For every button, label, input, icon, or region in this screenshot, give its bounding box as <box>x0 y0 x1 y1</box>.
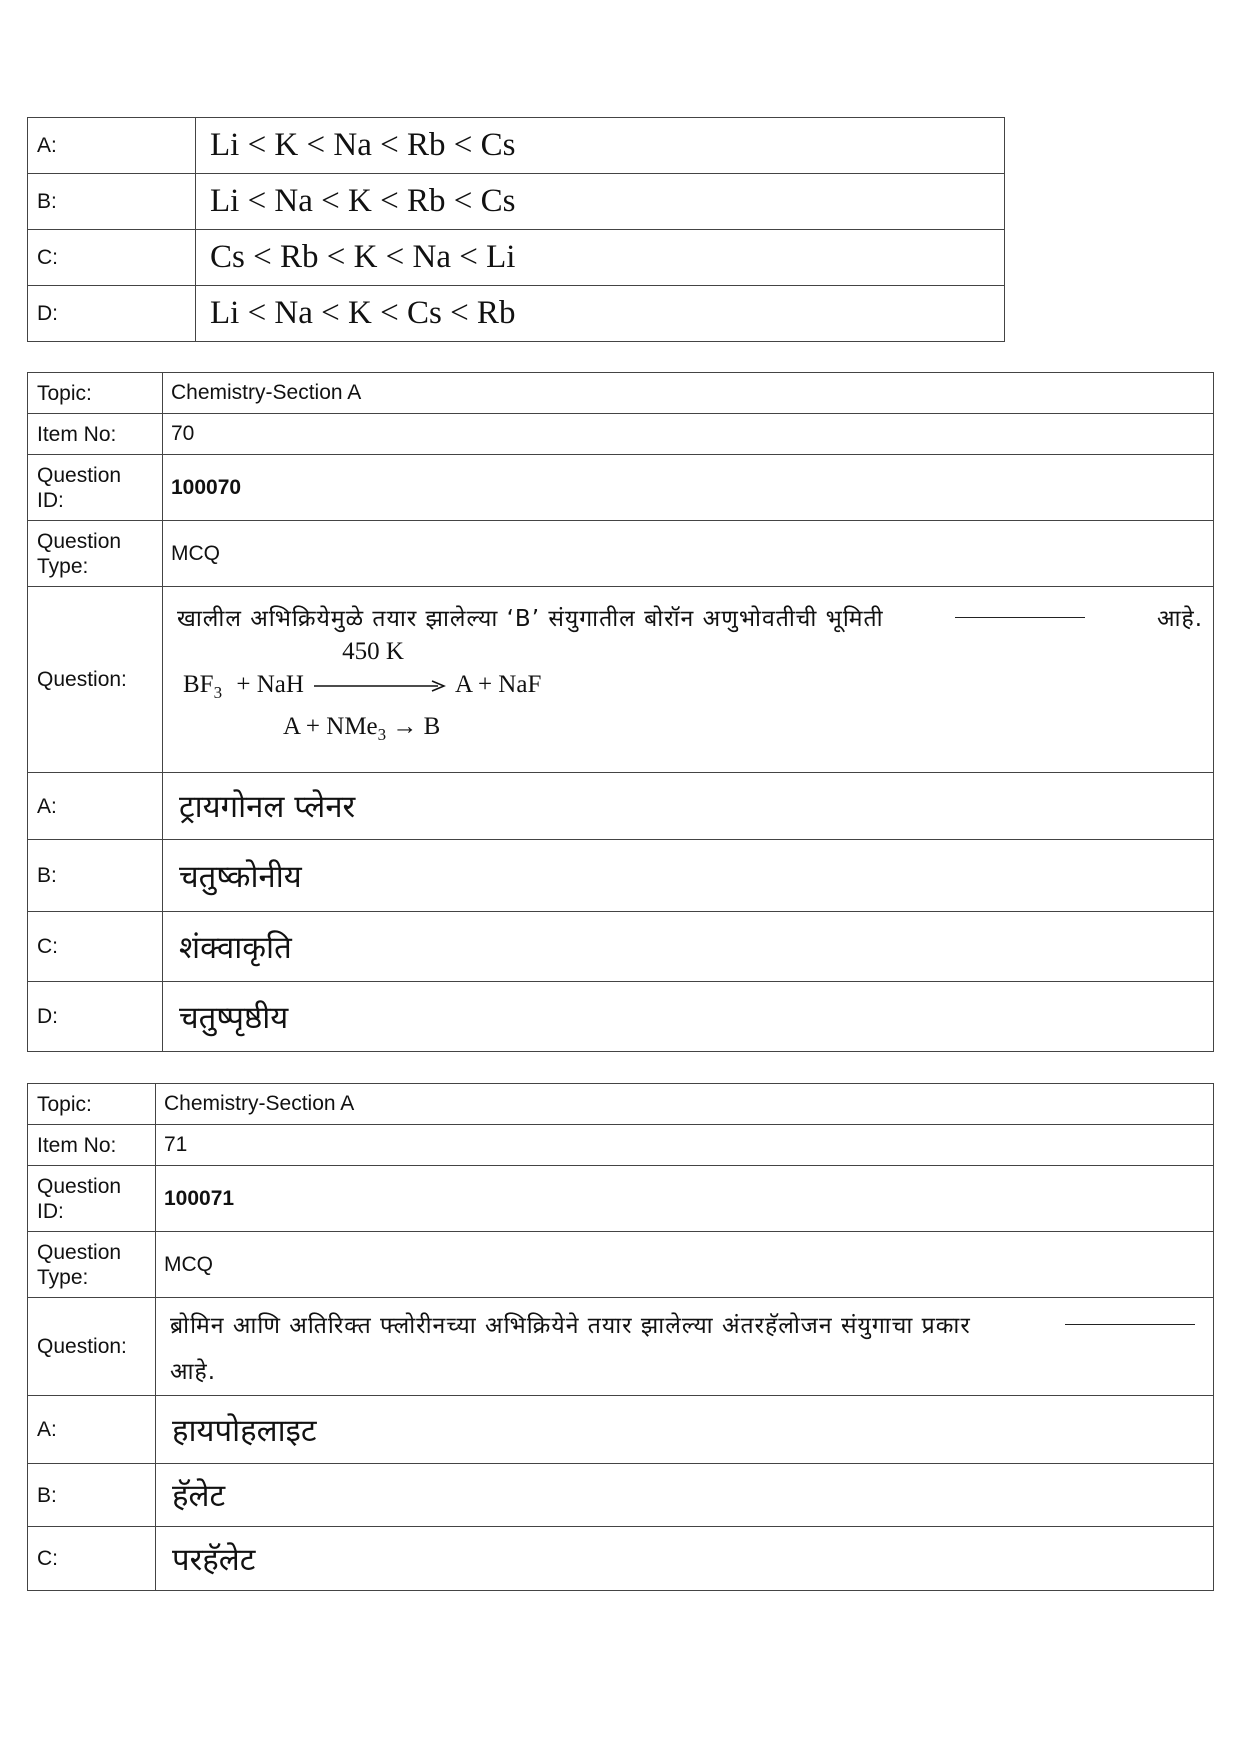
reaction-line-1 <box>183 638 542 703</box>
option-text: परहॅलेट <box>156 1527 1214 1591</box>
question-type-label-line2: Type: <box>37 554 89 578</box>
option-label: B: <box>28 840 163 912</box>
question-label: Question: <box>28 1298 156 1396</box>
question-label: Question: <box>28 587 163 773</box>
question-id-label-line2: ID: <box>37 488 64 512</box>
option-label: A: <box>28 773 163 840</box>
reaction-line-2: A + NMe$_3$ → B <box>283 713 441 744</box>
question-cell <box>156 1298 1214 1396</box>
question-type-value: MCQ <box>156 1232 1214 1298</box>
item-label: Item No: <box>28 414 163 455</box>
option-text: Li < K < Na < Rb < Cs <box>196 118 1005 174</box>
arrow-icon <box>314 679 446 693</box>
reaction-condition: 450 K <box>342 638 404 666</box>
topic-label: Topic: <box>28 373 163 414</box>
option-row <box>28 230 1005 286</box>
question-type-label-line2: Type: <box>37 1265 89 1289</box>
question-type-label <box>28 1232 156 1298</box>
option-label: B: <box>28 1464 156 1527</box>
option-label: B: <box>28 174 196 230</box>
option-text: चतुष्पृष्ठीय <box>163 982 1214 1052</box>
reaction2-product: B <box>423 713 441 740</box>
option-text: शंक्वाकृति <box>163 912 1214 982</box>
reactant-bf3: $BF_3$ <box>183 671 223 702</box>
question-type-label-line1: Question <box>37 529 122 553</box>
option-text: Li < Na < K < Cs < Rb <box>196 286 1005 342</box>
question-id-label-line2: ID: <box>37 1199 64 1223</box>
option-text: चतुष्कोनीय <box>163 840 1214 912</box>
option-row <box>28 174 1005 230</box>
question-text-end: आहे. <box>170 1358 217 1385</box>
option-text: Cs < Rb < K < Na < Li <box>196 230 1005 286</box>
option-row <box>28 286 1005 342</box>
question-id-label-line1: Question <box>37 1174 122 1198</box>
item-value: 71 <box>156 1125 1214 1166</box>
topic-value: Chemistry-Section A <box>156 1084 1214 1125</box>
option-label: C: <box>28 1527 156 1591</box>
reaction2-left: A + NMe <box>283 713 378 740</box>
answer-blank <box>955 616 1085 618</box>
item-label: Item No: <box>28 1125 156 1166</box>
previous-options-table <box>27 117 1005 342</box>
question-id-label <box>28 1166 156 1232</box>
question-id-label <box>28 455 163 521</box>
reaction-arrow <box>314 638 446 700</box>
question-text <box>177 601 1203 633</box>
option-label: A: <box>28 118 196 174</box>
question-cell <box>163 587 1214 773</box>
question-70-table <box>27 372 1214 1052</box>
option-row <box>28 118 1005 174</box>
topic-value: Chemistry-Section A <box>163 373 1214 414</box>
reaction-scheme <box>177 638 1203 755</box>
question-type-label <box>28 521 163 587</box>
arrow-icon: → <box>392 713 418 740</box>
option-text: ट्रायगोनल प्लेनर <box>163 773 1214 840</box>
question-id-label-line1: Question <box>37 463 122 487</box>
option-text: हायपोहलाइट <box>156 1396 1214 1464</box>
reactant-nah: + NaH <box>236 671 304 698</box>
option-label: D: <box>28 982 163 1052</box>
question-id-value: 100071 <box>156 1166 1214 1232</box>
answer-blank <box>1065 1323 1195 1325</box>
option-label: D: <box>28 286 196 342</box>
reaction-products: A + NaF <box>455 671 542 698</box>
question-type-value: MCQ <box>163 521 1214 587</box>
topic-label: Topic: <box>28 1084 156 1125</box>
question-71-table <box>27 1083 1214 1591</box>
question-text-main: खालील अभिक्रियेमुळे तयार झालेल्या ‘B’ संयुगातील बोरॉन अणुभोवतीची भूमिती <box>177 606 884 632</box>
option-label: A: <box>28 1396 156 1464</box>
item-value: 70 <box>163 414 1214 455</box>
option-text: हॅलेट <box>156 1464 1214 1527</box>
question-text-end: आहे. <box>1156 606 1203 632</box>
question-text <box>170 1308 1201 1340</box>
question-id-value: 100070 <box>163 455 1214 521</box>
option-label: C: <box>28 912 163 982</box>
question-text-main: ब्रोमिन आणि अतिरिक्त फ्लोरीनच्या अभिक्रियेने तयार झालेल्या अंतरहॅलोजन संयुगाचा प्रकार <box>170 1312 971 1339</box>
option-label: C: <box>28 230 196 286</box>
question-type-label-line1: Question <box>37 1240 122 1264</box>
option-text: Li < Na < K < Rb < Cs <box>196 174 1005 230</box>
